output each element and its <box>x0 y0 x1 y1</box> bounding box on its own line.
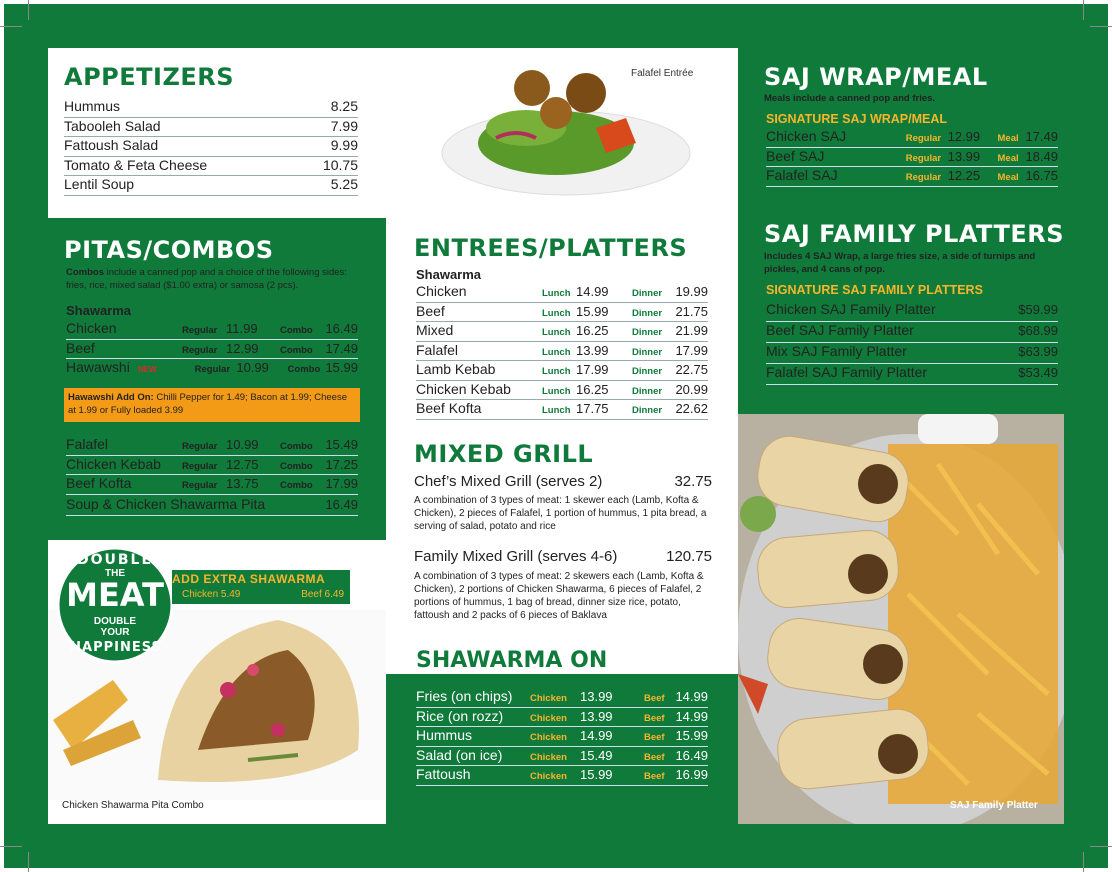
family-title: SAJ FAMILY PLATTERS <box>764 220 1065 248</box>
crop-mark <box>1090 26 1112 27</box>
pitas-list-2 <box>66 436 358 495</box>
regular-label: Regular <box>194 364 231 375</box>
combo-price: 17.25 <box>325 456 358 472</box>
item-name: Falafel <box>416 341 459 358</box>
regular-price: 11.99 <box>226 321 258 336</box>
menu-row <box>766 364 1058 385</box>
falafel-caption: Falafel Entrée <box>631 68 694 79</box>
crop-mark <box>1090 846 1112 847</box>
mixed-grill-section <box>386 436 738 636</box>
lunch-label: Lunch <box>542 307 571 319</box>
menu-row <box>64 118 358 138</box>
beef-label: Beef <box>644 712 665 724</box>
combo-price: 15.99 <box>325 360 358 375</box>
menu-row <box>64 137 358 157</box>
item-name: Hummus <box>64 98 121 114</box>
entrees-section <box>386 226 738 426</box>
falafel-photo <box>436 58 696 198</box>
menu-row <box>416 283 708 303</box>
beef-label: Beef <box>644 732 665 743</box>
beef-price: 16.99 <box>675 767 708 782</box>
family-signature: SIGNATURE SAJ FAMILY PLATTERS <box>766 283 983 297</box>
lunch-label: Lunch <box>542 405 571 416</box>
regular-label: Regular <box>905 152 942 164</box>
saj-note: Meals include a canned pop and fries. <box>764 93 936 104</box>
saj-signature: SIGNATURE SAJ WRAP/MEAL <box>766 112 948 126</box>
saj-section <box>738 48 1064 218</box>
dinner-label: Dinner <box>632 327 663 338</box>
meal-label: Meal <box>997 172 1019 183</box>
beef-price: 14.99 <box>675 708 708 724</box>
chicken-label: Chicken <box>530 712 567 724</box>
lunch-price: 17.75 <box>576 401 609 416</box>
badge-meat: MEAT <box>66 576 164 614</box>
menu-row <box>766 128 1058 148</box>
crop-mark <box>28 0 29 20</box>
item-name: Chicken SAJ <box>766 128 847 144</box>
item-name: Tomato & Feta Cheese <box>64 156 208 173</box>
regular-label: Regular <box>905 133 942 144</box>
entrees-subheading: Shawarma <box>416 267 482 282</box>
item-name: Chicken <box>66 320 117 336</box>
item-price: $63.99 <box>1018 344 1058 359</box>
entrees-list <box>416 283 708 420</box>
appetizers-section <box>48 48 386 218</box>
item-name: Beef <box>66 339 95 356</box>
chefs-mixed-grill-name: Chef’s Mixed Grill (serves 2) <box>414 473 603 490</box>
regular-label: Regular <box>905 172 942 183</box>
menu-row <box>66 456 358 476</box>
item-price: 9.99 <box>330 137 358 153</box>
regular-price: 12.99 <box>226 340 259 356</box>
item-name: Falafel <box>66 436 109 452</box>
badge-double: DOUBLE <box>76 552 154 568</box>
shawarma-on-title: SHAWARMA ON <box>416 648 608 673</box>
badge-happiness: HAPPINESS <box>70 640 162 655</box>
regular-price: 12.99 <box>947 129 981 144</box>
pitas-section <box>48 218 386 540</box>
menu-row <box>64 98 358 118</box>
chicken-label: Chicken <box>530 751 567 763</box>
item-price: $68.99 <box>1018 323 1058 338</box>
crop-mark <box>1083 0 1084 20</box>
promo-panel <box>48 540 386 824</box>
item-name: Beef Kofta <box>416 400 482 416</box>
family-mixed-grill-desc: A combination of 3 types of meat: 2 skewers each (Lamb, Kofta & Chicken), 2 portions of Chicken Shawarma, 6 pieces of Falafel, 2 portions of hummus, 1 bag of bread, dinner size rice, potato, fattoush and 2 packs of 6 pieces of Baklava <box>414 571 704 621</box>
hawawshi-addon: Hawawshi Add On: Chilli Pepper for 1.49; Bacon at 1.99; Cheese at 1.99 or Fully loaded 3.99 <box>64 388 360 422</box>
dinner-label: Dinner <box>632 385 663 397</box>
item-name: Chicken Kebab <box>66 455 161 472</box>
combo-label: Combo <box>280 344 313 356</box>
regular-price: 10.99 <box>226 437 259 452</box>
combo-price: 17.99 <box>325 476 358 491</box>
chicken-label: Chicken <box>530 771 567 782</box>
meal-price: 18.49 <box>1025 148 1058 164</box>
soup-row <box>66 496 358 516</box>
menu-row <box>766 148 1058 168</box>
chicken-price: 13.99 <box>580 708 613 724</box>
menu-row <box>66 436 358 456</box>
regular-price: 10.99 <box>236 360 269 375</box>
family-mixed-grill-price: 120.75 <box>666 548 712 565</box>
menu-row <box>766 343 1058 364</box>
saj-list <box>766 128 1058 187</box>
chefs-mixed-grill-price: 32.75 <box>674 473 712 490</box>
menu-row <box>66 320 358 340</box>
menu-row <box>64 176 358 196</box>
menu-row <box>416 400 708 420</box>
menu-row <box>66 340 358 360</box>
lunch-price: 14.99 <box>576 284 609 299</box>
item-name: Hawawshi <box>66 359 130 375</box>
menu-row <box>416 708 708 728</box>
lunch-price: 15.99 <box>576 303 609 319</box>
soup-name: Soup & Chicken Shawarma Pita <box>66 496 266 512</box>
lunch-label: Lunch <box>542 327 571 338</box>
item-name: Mix SAJ Family Platter <box>766 343 907 359</box>
meal-label: Meal <box>997 152 1019 164</box>
chicken-label: Chicken <box>530 693 567 704</box>
menu-row <box>66 475 358 495</box>
shawarma-on-list <box>416 688 708 786</box>
combo-price: 15.49 <box>325 437 358 452</box>
lunch-label: Lunch <box>542 288 571 299</box>
dinner-price: 21.75 <box>675 303 708 319</box>
regular-label: Regular <box>182 460 218 472</box>
menu-row <box>66 359 358 385</box>
lunch-label: Lunch <box>542 346 571 358</box>
entrees-title: ENTREES/PLATTERS <box>414 234 688 262</box>
regular-label: Regular <box>182 325 218 336</box>
lunch-label: Lunch <box>542 385 571 397</box>
extra-shawarma-box <box>172 570 350 604</box>
meal-label: Meal <box>997 133 1019 144</box>
menu-row <box>416 342 708 362</box>
combo-label: Combo <box>280 480 313 491</box>
item-name: Mixed <box>416 322 454 338</box>
dinner-price: 22.62 <box>675 401 708 416</box>
combo-label: Combo <box>280 325 313 336</box>
dinner-label: Dinner <box>632 346 663 358</box>
new-badge: NEW <box>137 365 157 374</box>
menu-row <box>64 157 358 177</box>
item-price: 5.25 <box>330 176 358 192</box>
item-name: Chicken <box>416 283 467 299</box>
appetizers-list <box>64 98 358 196</box>
regular-price: 12.25 <box>947 168 981 183</box>
beef-label: Beef <box>644 771 665 782</box>
item-name: Lamb Kebab <box>416 361 496 377</box>
combo-price: 17.49 <box>325 340 358 356</box>
soup-price: 16.49 <box>325 497 358 512</box>
chefs-mixed-grill-desc: A combination of 3 types of meat: 1 skewer each (Lamb, Kofta & Chicken), 2 pieces of Falafel, 1 portion of hummus, 1 pita bread, a serving of salad, potato and rice <box>414 495 707 532</box>
chicken-price: 15.49 <box>580 747 613 763</box>
item-name: Chicken Kebab <box>416 380 511 397</box>
item-name: Fattoush Salad <box>64 137 159 153</box>
pitas-subheading: Shawarma <box>66 303 132 318</box>
item-price: 10.75 <box>322 156 358 173</box>
family-caption: SAJ Family Platter <box>950 800 1038 811</box>
saj-title: SAJ WRAP/MEAL <box>764 63 988 91</box>
menu-row <box>416 381 708 401</box>
item-name: Chicken SAJ Family Platter <box>766 301 936 317</box>
lunch-price: 17.99 <box>576 362 609 377</box>
dinner-label: Dinner <box>632 307 663 319</box>
item-price: $53.49 <box>1018 365 1058 380</box>
dinner-label: Dinner <box>632 288 663 299</box>
item-price: 7.99 <box>330 117 358 134</box>
beef-price: 16.49 <box>675 747 708 763</box>
combo-label: Combo <box>280 460 313 472</box>
lunch-price: 13.99 <box>576 342 609 358</box>
regular-price: 13.75 <box>226 476 259 491</box>
menu-row <box>766 301 1058 322</box>
dinner-price: 22.75 <box>675 362 708 377</box>
beef-label: Beef <box>644 693 665 704</box>
lunch-price: 16.25 <box>576 381 609 397</box>
item-name: Fattoush <box>416 766 471 782</box>
appetizers-title: APPETIZERS <box>64 63 235 91</box>
dinner-label: Dinner <box>632 405 663 416</box>
crop-mark <box>1083 852 1084 872</box>
pitas-title: PITAS/COMBOS <box>64 236 274 264</box>
combo-price: 16.49 <box>325 321 358 336</box>
badge-the: THE <box>105 568 125 579</box>
chicken-price: 13.99 <box>580 689 613 704</box>
beef-price: 14.99 <box>675 689 708 704</box>
menu-row <box>766 322 1058 343</box>
pitas-note: Combos include a canned pop and a choice of the following sides: fries, rice, mixed salad ($1.00 extra) or samosa (2 pcs). <box>66 267 347 291</box>
chicken-price: 14.99 <box>580 728 613 743</box>
family-list <box>766 301 1058 385</box>
crop-mark <box>28 852 29 872</box>
item-name: Beef SAJ <box>766 147 825 164</box>
family-section <box>738 218 1064 414</box>
beef-price: 15.99 <box>675 728 708 743</box>
saj-family-platter-photo <box>738 414 1064 824</box>
lunch-label: Lunch <box>542 366 571 377</box>
dinner-label: Dinner <box>632 366 663 377</box>
item-name: Falafel SAJ Family Platter <box>766 364 928 380</box>
badge-double-2: DOUBLE <box>93 616 137 627</box>
item-name: Salad (on ice) <box>416 746 503 763</box>
regular-label: Regular <box>182 344 218 356</box>
menu-row <box>416 747 708 767</box>
combo-label: Combo <box>287 364 321 375</box>
dinner-price: 21.99 <box>675 323 708 338</box>
item-name: Beef SAJ Family Platter <box>766 322 914 338</box>
menu-row <box>766 167 1058 187</box>
family-mixed-grill-name: Family Mixed Grill (serves 4-6) <box>414 548 618 565</box>
dinner-price: 20.99 <box>675 381 708 397</box>
meal-price: 16.75 <box>1025 168 1058 183</box>
menu-row <box>416 303 708 323</box>
item-name: Tabooleh Salad <box>64 117 161 134</box>
item-name: Falafel SAJ <box>766 167 838 183</box>
mixed-grill-title: MIXED GRILL <box>414 440 594 468</box>
dinner-price: 17.99 <box>675 342 708 358</box>
menu-row <box>416 322 708 342</box>
menu-row <box>416 766 708 786</box>
item-name: Lentil Soup <box>64 176 135 192</box>
item-name: Beef <box>416 302 445 319</box>
item-name: Fries (on chips) <box>416 688 513 704</box>
item-name: Beef Kofta <box>66 475 132 491</box>
meal-price: 17.49 <box>1025 129 1058 144</box>
extra-title: ADD EXTRA SHAWARMA <box>172 572 326 586</box>
item-price: $59.99 <box>1018 302 1058 317</box>
menu-row <box>416 727 708 747</box>
menu-row <box>416 361 708 381</box>
item-name: Hummus <box>416 727 473 743</box>
pitas-list-1 <box>66 320 358 385</box>
menu-row <box>416 688 708 708</box>
regular-label: Regular <box>182 441 218 452</box>
crop-mark <box>0 846 22 847</box>
chicken-label: Chicken <box>530 732 567 743</box>
regular-price: 13.99 <box>947 148 981 164</box>
regular-label: Regular <box>182 480 218 491</box>
promo-caption: Chicken Shawarma Pita Combo <box>62 800 204 811</box>
combo-label: Combo <box>280 441 313 452</box>
item-name: Rice (on rozz) <box>416 707 504 724</box>
lunch-price: 16.25 <box>576 323 609 338</box>
badge-your: YOUR <box>100 627 130 638</box>
crop-mark <box>0 26 22 27</box>
chicken-price: 15.99 <box>580 767 613 782</box>
family-note: Includes 4 SAJ Wrap, a large fries size, a side of turnips and pickles, and 4 cans of pop. <box>764 251 1036 275</box>
dinner-price: 19.99 <box>675 284 708 299</box>
extra-beef: Beef 6.49 <box>301 589 344 600</box>
beef-label: Beef <box>644 751 665 763</box>
extra-chicken: Chicken 5.49 <box>182 589 241 600</box>
regular-price: 12.75 <box>226 456 259 472</box>
item-price: 8.25 <box>330 98 358 114</box>
